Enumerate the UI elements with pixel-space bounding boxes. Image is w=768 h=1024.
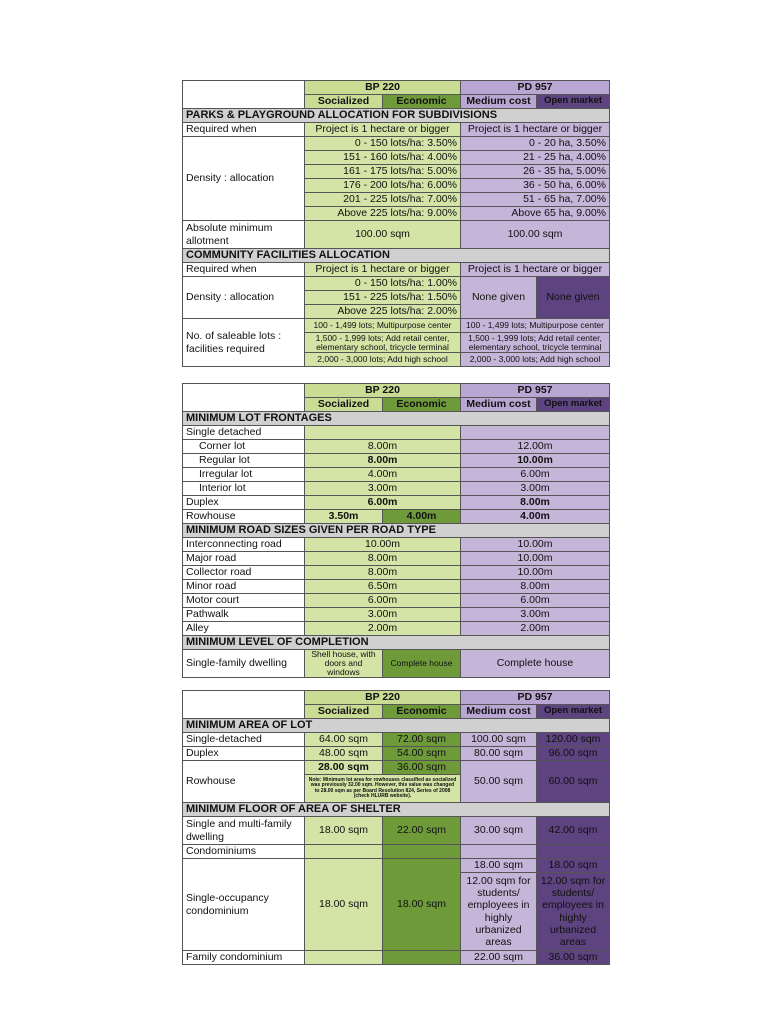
value-cell: 10.00m xyxy=(461,538,610,552)
value-cell: 1,500 - 1,999 lots; Add retail center, elementary school, tricycle terminal xyxy=(461,333,610,353)
economic-header: Economic xyxy=(383,95,461,109)
value-cell: 0 - 150 lots/ha: 3.50% xyxy=(305,137,461,151)
section-title: MINIMUM FLOOR OF AREA OF SHELTER xyxy=(183,803,610,817)
row-label: Rowhouse xyxy=(183,761,305,803)
value-cell: None given xyxy=(537,277,610,319)
value-cell: None given xyxy=(461,277,537,319)
value-cell: 4.00m xyxy=(383,510,461,524)
open-market-header: Open market xyxy=(537,398,610,412)
value-cell: 54.00 sqm xyxy=(383,747,461,761)
value-cell: 201 - 225 lots/ha: 7.00% xyxy=(305,193,461,207)
row-label: No. of saleable lots : facilities required xyxy=(183,319,305,367)
value-cell: Above 225 lots/ha: 9.00% xyxy=(305,207,461,221)
economic-header: Economic xyxy=(383,705,461,719)
row-label: Condominiums xyxy=(183,845,305,859)
value-cell: 72.00 sqm xyxy=(383,733,461,747)
section-title: MINIMUM LEVEL OF COMPLETION xyxy=(183,636,610,650)
frontage-roads-table xyxy=(182,383,610,678)
socialized-header: Socialized xyxy=(305,705,383,719)
section-title: MINIMUM LOT FRONTAGES xyxy=(183,412,610,426)
value-cell: 60.00 sqm xyxy=(537,761,610,803)
value-cell: 26 - 35 ha, 5.00% xyxy=(461,165,610,179)
value-cell: 100.00 sqm xyxy=(461,733,537,747)
row-label: Single-occupancy condominium xyxy=(183,859,305,951)
row-label: Rowhouse xyxy=(183,510,305,524)
value-cell: 176 - 200 lots/ha: 6.00% xyxy=(305,179,461,193)
section-title: PARKS & PLAYGROUND ALLOCATION FOR SUBDIVISIONS xyxy=(183,109,610,123)
value-cell: Project is 1 hectare or bigger xyxy=(305,123,461,137)
value-cell: 4.00m xyxy=(305,468,461,482)
value-cell: 18.00 sqm xyxy=(383,859,461,951)
value-cell: 6.00m xyxy=(305,496,461,510)
medium-cost-header: Medium cost xyxy=(461,398,537,412)
row-label: Single and multi-family dwelling xyxy=(183,817,305,845)
value-cell: 6.50m xyxy=(305,580,461,594)
value-cell xyxy=(461,426,610,440)
value-cell: 6.00m xyxy=(461,594,610,608)
medium-cost-header: Medium cost xyxy=(461,95,537,109)
row-label: Pathwalk xyxy=(183,608,305,622)
value-cell: 0 - 150 lots/ha: 1.00% xyxy=(305,277,461,291)
bp220-header: BP 220 xyxy=(305,81,461,95)
row-label: Corner lot xyxy=(183,440,305,454)
value-cell xyxy=(305,951,383,965)
value-cell: 96.00 sqm xyxy=(537,747,610,761)
section-title: MINIMUM ROAD SIZES GIVEN PER ROAD TYPE xyxy=(183,524,610,538)
value-cell: 3.00m xyxy=(461,482,610,496)
value-cell xyxy=(305,845,383,859)
value-cell: 50.00 sqm xyxy=(461,761,537,803)
value-cell: Project is 1 hectare or bigger xyxy=(461,263,610,277)
value-cell: Above 65 ha, 9.00% xyxy=(461,207,610,221)
value-cell: 100 - 1,499 lots; Multipurpose center xyxy=(305,319,461,333)
value-cell: 18.00 sqm xyxy=(461,859,537,873)
value-cell: Project is 1 hectare or bigger xyxy=(305,263,461,277)
row-label: Required when xyxy=(183,123,305,137)
value-cell: 10.00m xyxy=(461,566,610,580)
row-label: Irregular lot xyxy=(183,468,305,482)
value-cell: 151 - 225 lots/ha: 1.50% xyxy=(305,291,461,305)
value-cell xyxy=(383,951,461,965)
value-cell: 4.00m xyxy=(461,510,610,524)
value-cell: Project is 1 hectare or bigger xyxy=(461,123,610,137)
value-cell: 8.00m xyxy=(305,440,461,454)
value-cell: 64.00 sqm xyxy=(305,733,383,747)
value-cell: Shell house, with doors and windows xyxy=(305,650,383,678)
row-label: Interconnecting road xyxy=(183,538,305,552)
row-label: Required when xyxy=(183,263,305,277)
row-label: Motor court xyxy=(183,594,305,608)
row-label: Single detached xyxy=(183,426,305,440)
value-cell: 10.00m xyxy=(305,538,461,552)
pd957-header: PD 957 xyxy=(461,691,610,705)
row-label: Density : allocation xyxy=(183,277,305,319)
value-cell: 80.00 sqm xyxy=(461,747,537,761)
value-cell: 6.00m xyxy=(461,468,610,482)
row-label: Major road xyxy=(183,552,305,566)
value-cell: 12.00 sqm for students/ employees in highly urbanized areas xyxy=(461,873,537,951)
value-cell: 10.00m xyxy=(461,454,610,468)
value-cell: 18.00 sqm xyxy=(305,859,383,951)
value-cell: Above 225 lots/ha: 2.00% xyxy=(305,305,461,319)
value-cell: 120.00 sqm xyxy=(537,733,610,747)
row-label: Minor road xyxy=(183,580,305,594)
bp220-header: BP 220 xyxy=(305,384,461,398)
open-market-header: Open market xyxy=(537,95,610,109)
economic-header: Economic xyxy=(383,398,461,412)
value-cell: 2,000 - 3,000 lots; Add high school xyxy=(461,353,610,367)
value-cell: 100.00 sqm xyxy=(305,221,461,249)
value-cell: 30.00 sqm xyxy=(461,817,537,845)
lot-floor-area-table xyxy=(182,690,610,965)
value-cell: 28.00 sqm xyxy=(305,761,383,775)
rowhouse-note: Note: Minimum lot area for rowhouses classified as socialized was previously 32.00 sqm. However, this value was changed to 28.00 sqm as per Board Resolution 824, Series of 2008 (check HLURB website). xyxy=(305,775,461,803)
value-cell: 22.00 sqm xyxy=(383,817,461,845)
corner-cell xyxy=(183,81,305,109)
value-cell: 8.00m xyxy=(305,454,461,468)
value-cell: 22.00 sqm xyxy=(461,951,537,965)
value-cell xyxy=(383,845,461,859)
value-cell: 8.00m xyxy=(305,566,461,580)
value-cell: 1,500 - 1,999 lots; Add retail center, elementary school, tricycle terminal xyxy=(305,333,461,353)
value-cell: 2,000 - 3,000 lots; Add high school xyxy=(305,353,461,367)
value-cell: 36.00 sqm xyxy=(537,951,610,965)
value-cell: 2.00m xyxy=(461,622,610,636)
value-cell: 8.00m xyxy=(305,552,461,566)
corner-cell xyxy=(183,384,305,412)
row-label: Family condominium xyxy=(183,951,305,965)
value-cell: 36 - 50 ha, 6.00% xyxy=(461,179,610,193)
corner-cell xyxy=(183,691,305,719)
pd957-header: PD 957 xyxy=(461,81,610,95)
value-cell: 151 - 160 lots/ha: 4.00% xyxy=(305,151,461,165)
row-label: Density : allocation xyxy=(183,137,305,221)
value-cell: 12.00m xyxy=(461,440,610,454)
value-cell: 0 - 20 ha, 3.50% xyxy=(461,137,610,151)
row-label: Single-family dwelling xyxy=(183,650,305,678)
value-cell: 3.00m xyxy=(461,608,610,622)
value-cell: 3.00m xyxy=(305,608,461,622)
value-cell: 100.00 sqm xyxy=(461,221,610,249)
value-cell: 161 - 175 lots/ha: 5.00% xyxy=(305,165,461,179)
value-cell: 10.00m xyxy=(461,552,610,566)
value-cell: 21 - 25 ha, 4.00% xyxy=(461,151,610,165)
value-cell xyxy=(461,845,537,859)
value-cell: Complete house xyxy=(383,650,461,678)
value-cell: 3.50m xyxy=(305,510,383,524)
value-cell: 8.00m xyxy=(461,496,610,510)
row-label: Alley xyxy=(183,622,305,636)
row-label: Interior lot xyxy=(183,482,305,496)
value-cell: 18.00 sqm xyxy=(537,859,610,873)
open-market-header: Open market xyxy=(537,705,610,719)
value-cell: 3.00m xyxy=(305,482,461,496)
value-cell xyxy=(305,426,461,440)
medium-cost-header: Medium cost xyxy=(461,705,537,719)
section-title: COMMUNITY FACILITIES ALLOCATION xyxy=(183,249,610,263)
parks-community-table xyxy=(182,80,610,367)
value-cell: 6.00m xyxy=(305,594,461,608)
row-label: Duplex xyxy=(183,747,305,761)
value-cell: 8.00m xyxy=(461,580,610,594)
socialized-header: Socialized xyxy=(305,95,383,109)
value-cell: 42.00 sqm xyxy=(537,817,610,845)
value-cell: 36.00 sqm xyxy=(383,761,461,775)
value-cell: 51 - 65 ha, 7.00% xyxy=(461,193,610,207)
row-label: Regular lot xyxy=(183,454,305,468)
row-label: Single-detached xyxy=(183,733,305,747)
value-cell: 2.00m xyxy=(305,622,461,636)
pd957-header: PD 957 xyxy=(461,384,610,398)
value-cell: 18.00 sqm xyxy=(305,817,383,845)
row-label: Duplex xyxy=(183,496,305,510)
row-label: Collector road xyxy=(183,566,305,580)
value-cell xyxy=(537,845,610,859)
value-cell: 100 - 1,499 lots; Multipurpose center xyxy=(461,319,610,333)
row-label: Absolute minimum allotment xyxy=(183,221,305,249)
value-cell: 12.00 sqm for students/ employees in highly urbanized areas xyxy=(537,873,610,951)
socialized-header: Socialized xyxy=(305,398,383,412)
bp220-header: BP 220 xyxy=(305,691,461,705)
value-cell: 48.00 sqm xyxy=(305,747,383,761)
value-cell: Complete house xyxy=(461,650,610,678)
section-title: MINIMUM AREA OF LOT xyxy=(183,719,610,733)
